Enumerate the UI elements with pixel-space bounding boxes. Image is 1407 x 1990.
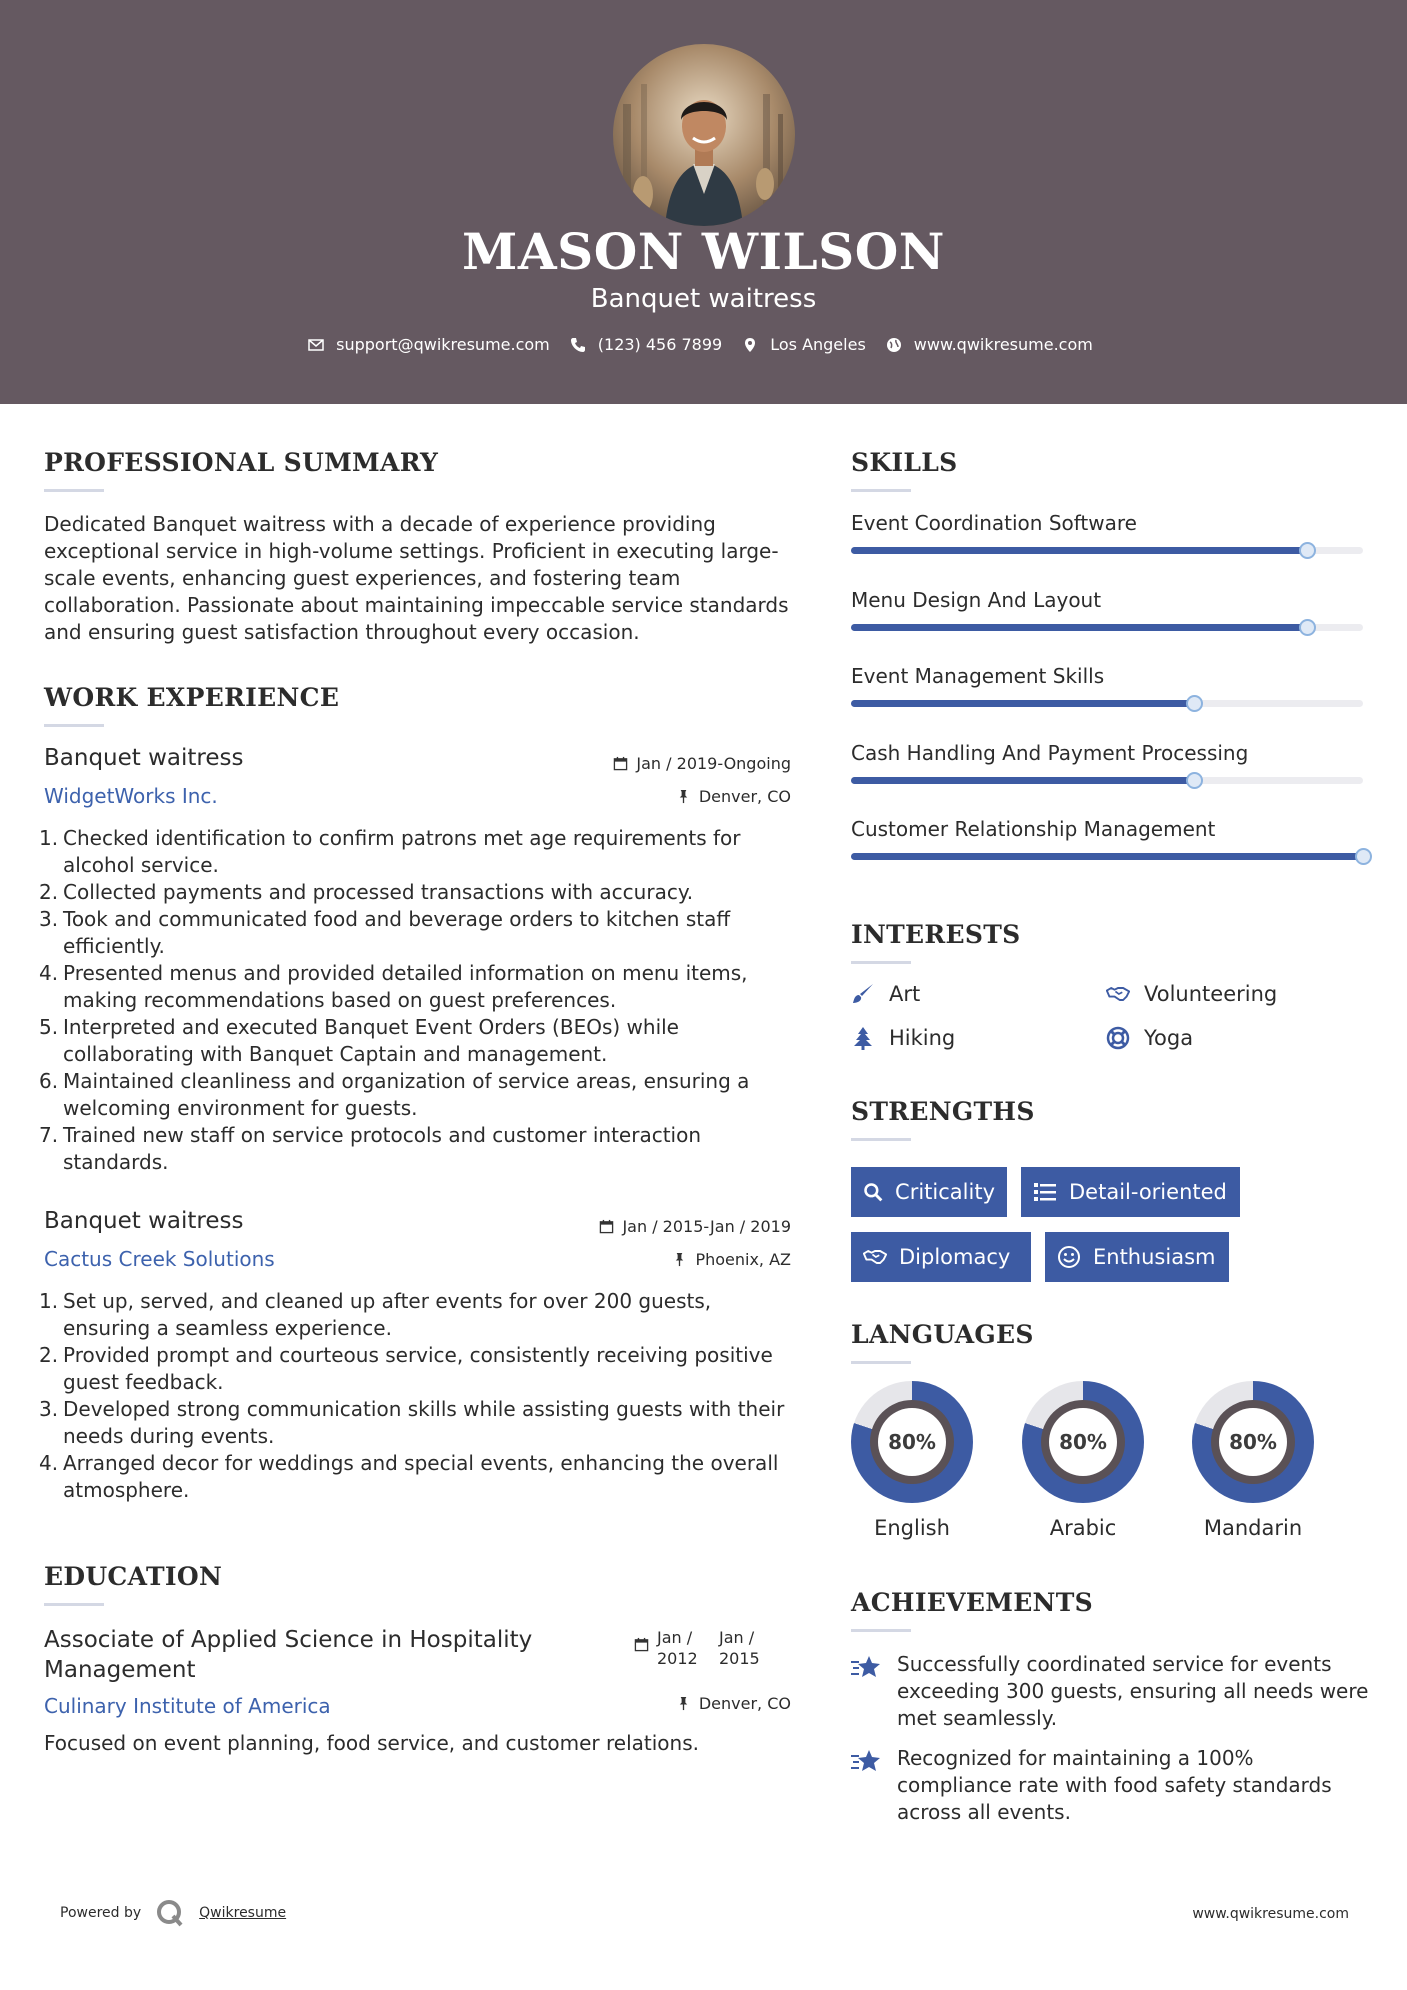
smile-icon (1057, 1245, 1081, 1269)
candidate-name: MASON WILSON (462, 222, 945, 281)
achievements-rule (851, 1629, 911, 1632)
achievement-text: Successfully coordinated service for events exceeding 300 guests, ensuring all needs were met seamlessly. (897, 1652, 1369, 1730)
strength-label: Criticality (895, 1180, 995, 1204)
language-name: English (874, 1516, 950, 1540)
summary-rule (44, 489, 104, 492)
contact-website[interactable] (886, 335, 1093, 354)
skill-bar-knob (1299, 619, 1316, 636)
skills-rule (851, 489, 911, 492)
handshake-icon (1106, 982, 1130, 1006)
strength-detail-oriented (1021, 1167, 1240, 1217)
achievements-heading: ACHIEVEMENTS (851, 1588, 1093, 1617)
candidate-title: Banquet waitress (590, 284, 817, 314)
calendar-icon (613, 756, 628, 771)
award-star-icon (851, 1747, 883, 1775)
job-1-title: Banquet waitress (44, 745, 244, 771)
list-item: Arranged decor for weddings and special events, enhancing the overall atmosphere. (63, 1451, 779, 1502)
lifebuoy-icon (1106, 1026, 1130, 1050)
strength-label: Enthusiasm (1093, 1245, 1216, 1269)
search-icon (863, 1180, 883, 1204)
strengths-heading: STRENGTHS (851, 1097, 1035, 1126)
list-icon (1033, 1180, 1057, 1204)
strength-enthusiasm (1045, 1232, 1229, 1282)
language-percent: 80% (878, 1408, 946, 1476)
interest-label: Volunteering (1144, 982, 1278, 1006)
interests-heading: INTERESTS (851, 920, 1021, 949)
phone-icon (570, 337, 586, 353)
qwikresume-logo-icon (155, 1898, 185, 1928)
job-1-duties (44, 825, 804, 1176)
education-degree: Associate of Applied Science in Hospitality Management (44, 1627, 533, 1683)
skills-heading: SKILLS (851, 448, 958, 477)
job-2-location (672, 1250, 791, 1269)
brand-link[interactable]: Qwikresume (199, 1905, 287, 1921)
location-text: Los Angeles (770, 335, 866, 354)
interest-label: Hiking (889, 1026, 956, 1050)
achievement-text: Recognized for maintaining a 100% compliance rate with food safety standards across all events. (897, 1746, 1332, 1824)
job-2-location-text: Phoenix, AZ (695, 1250, 791, 1269)
strength-diplomacy (851, 1232, 1031, 1282)
list-item: Collected payments and processed transactions with accuracy. (63, 880, 694, 904)
skill-bar-fill (851, 853, 1363, 860)
interest-label: Yoga (1144, 1026, 1194, 1050)
languages-heading: LANGUAGES (851, 1320, 1034, 1349)
job-2-title: Banquet waitress (44, 1208, 244, 1234)
language-percent: 80% (1049, 1408, 1117, 1476)
resume-header (0, 0, 1407, 404)
experience-rule (44, 724, 104, 727)
education-end-date (715, 1627, 765, 1669)
globe-icon (886, 337, 902, 353)
job-1-dates (613, 754, 791, 773)
powered-by-text: Powered by (60, 1905, 142, 1921)
language-ring (1192, 1381, 1314, 1503)
experience-heading: WORK EXPERIENCE (44, 683, 340, 712)
education-start-line1: Jan / (657, 1628, 693, 1647)
skill-bar-knob (1186, 772, 1203, 789)
language-ring-inner (1211, 1400, 1295, 1484)
contact-bar (0, 335, 1407, 354)
job-2-duties (44, 1288, 804, 1504)
summary-heading: PROFESSIONAL SUMMARY (44, 448, 439, 477)
envelope-icon (308, 337, 324, 353)
pushpin-icon (672, 1252, 687, 1267)
list-item: Trained new staff on service protocols and customer interaction standards. (63, 1123, 702, 1174)
email-text: support@qwikresume.com (336, 335, 550, 354)
job-1-dates-text: Jan / 2019-Ongoing (636, 754, 791, 773)
list-item: Set up, served, and cleaned up after events for over 200 guests, ensuring a seamless experience. (63, 1289, 712, 1340)
strength-label: Detail-oriented (1069, 1180, 1227, 1204)
education-start-date (657, 1627, 707, 1669)
strength-criticality (851, 1167, 1007, 1217)
achievement-2 (851, 1745, 1371, 1826)
list-item: Provided prompt and courteous service, consistently receiving positive guest feedback. (63, 1343, 773, 1394)
interest-label: Art (889, 982, 921, 1006)
skill-bar-knob (1355, 848, 1372, 865)
list-item: Interpreted and executed Banquet Event Orders (BEOs) while collaborating with Banquet Captain and management. (63, 1015, 679, 1066)
skill-label: Event Management Skills (851, 664, 1105, 688)
pushpin-icon (676, 1696, 691, 1711)
language-name: Mandarin (1203, 1516, 1303, 1540)
language-name: Arabic (1049, 1516, 1117, 1540)
skill-bar (851, 547, 1363, 554)
summary-text: Dedicated Banquet waitress with a decade of experience providing exceptional service in high-volume settings. Proficient in executing large-scale events, enhancing guest experiences, and fostering team collaboration. Passionate about maintaining impeccable service standards and ensuring guest satisfaction throughout every occasion. (44, 512, 789, 644)
job-1-company[interactable]: WidgetWorks Inc. (44, 784, 218, 808)
list-item: Checked identification to confirm patrons met age requirements for alcohol service. (63, 826, 741, 877)
skill-bar (851, 624, 1363, 631)
skill-label: Event Coordination Software (851, 511, 1137, 535)
education-end-line1: Jan / (719, 1628, 755, 1647)
paintbrush-icon (851, 982, 875, 1006)
language-ring-inner (870, 1400, 954, 1484)
website-text: www.qwikresume.com (913, 335, 1093, 354)
list-item: Took and communicated food and beverage orders to kitchen staff efficiently. (63, 907, 731, 958)
award-star-icon (851, 1653, 883, 1681)
job-2-dates (599, 1217, 791, 1236)
skill-bar (851, 777, 1363, 784)
job-2-dates-text: Jan / 2015-Jan / 2019 (622, 1217, 791, 1236)
interest-yoga (1106, 1026, 1193, 1050)
skill-label: Menu Design And Layout (851, 587, 1102, 612)
education-location (676, 1694, 791, 1713)
skill-bar (851, 853, 1363, 860)
list-item: Developed strong communication skills while assisting guests with their needs during events. (63, 1397, 785, 1448)
footer-powered-by (60, 1898, 286, 1928)
strength-label: Diplomacy (899, 1245, 1011, 1269)
list-item: Presented menus and provided detailed information on menu items, making recommendations based on guest preferences. (63, 961, 748, 1012)
education-start-line2: 2012 (657, 1649, 698, 1668)
contact-location (742, 335, 866, 354)
education-rule (44, 1603, 104, 1606)
interest-volunteering (1106, 982, 1277, 1006)
skill-bar-fill (851, 624, 1307, 631)
language-ring (1022, 1381, 1144, 1503)
education-end-line2: 2015 (719, 1649, 760, 1668)
skill-bar-fill (851, 547, 1307, 554)
job-1-location (676, 787, 791, 806)
language-ring (851, 1381, 973, 1503)
job-1-location-text: Denver, CO (698, 787, 791, 806)
achievement-1 (851, 1651, 1371, 1732)
calendar-icon (634, 1637, 649, 1652)
contact-email[interactable] (308, 335, 550, 354)
language-ring-inner (1041, 1400, 1125, 1484)
phone-text: (123) 456 7899 (597, 335, 723, 354)
map-pin-icon (742, 337, 758, 353)
interests-rule (851, 961, 911, 964)
contact-phone[interactable] (570, 335, 722, 354)
footer-url[interactable]: www.qwikresume.com (1192, 1906, 1349, 1922)
tree-icon (851, 1026, 875, 1050)
education-school[interactable]: Culinary Institute of America (44, 1694, 331, 1718)
education-heading: EDUCATION (44, 1562, 223, 1591)
list-item: Maintained cleanliness and organization of service areas, ensuring a welcoming environment for guests. (63, 1069, 750, 1120)
skill-bar-fill (851, 777, 1194, 784)
skill-bar-knob (1299, 542, 1316, 559)
strengths-rule (851, 1138, 911, 1141)
skill-bar-fill (851, 700, 1194, 707)
handshake-icon (863, 1245, 887, 1269)
education-location-text: Denver, CO (698, 1694, 791, 1713)
skill-bar-knob (1186, 695, 1203, 712)
interest-hiking (851, 1026, 955, 1050)
skill-bar (851, 700, 1363, 707)
education-dates (634, 1627, 765, 1669)
education-description: Focused on event planning, food service, and customer relations. (44, 1731, 699, 1755)
pushpin-icon (676, 789, 691, 804)
languages-rule (851, 1361, 911, 1364)
interest-art (851, 982, 920, 1006)
skill-label: Cash Handling And Payment Processing (851, 740, 1249, 765)
skill-label: Customer Relationship Management (851, 817, 1216, 841)
job-2-company[interactable]: Cactus Creek Solutions (44, 1247, 275, 1271)
language-percent: 80% (1219, 1408, 1287, 1476)
calendar-icon (599, 1219, 614, 1234)
profile-photo (613, 44, 795, 226)
